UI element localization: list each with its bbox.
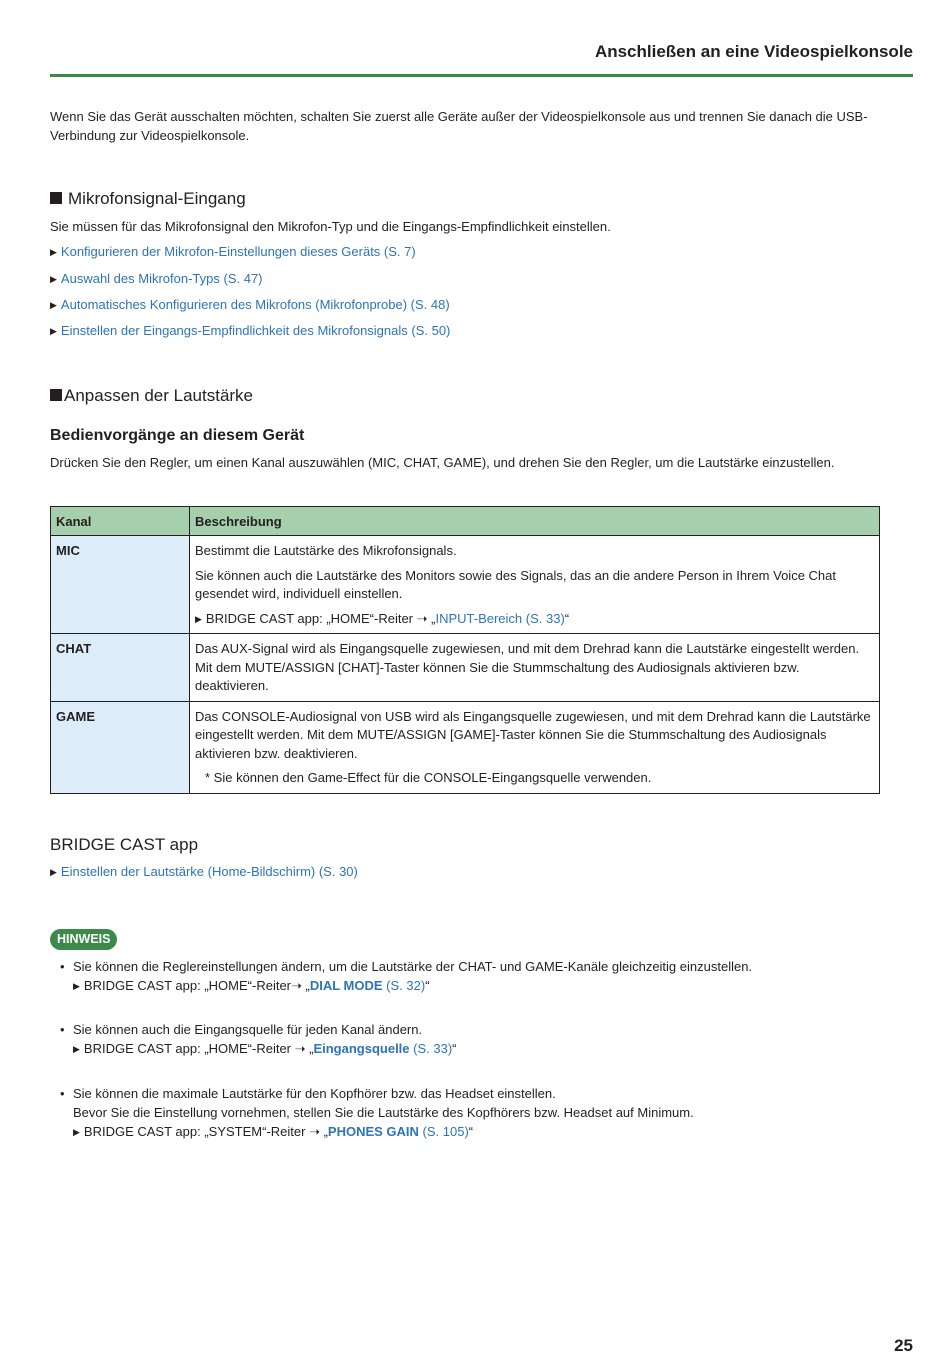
link-text[interactable]: Auswahl des Mikrofon-Typs (S. 47)	[60, 271, 263, 286]
column-header-beschreibung: Beschreibung	[190, 507, 880, 536]
page-number: 25	[894, 1336, 913, 1355]
triangle-right-icon: ▶	[50, 867, 57, 877]
reference-page[interactable]: (S. 105)	[418, 1124, 469, 1139]
app-reference	[73, 1122, 873, 1142]
reference-suffix: “	[452, 1041, 457, 1056]
link-text[interactable]: Automatisches Konfigurieren des Mikrofons (Mikrofonprobe) (S. 48)	[60, 297, 450, 312]
link-text[interactable]: Einstellen der Lautstärke (Home-Bildschirm) (S. 30)	[60, 864, 358, 879]
description-text: Sie können auch die Lautstärke des Monitors sowie des Signals, das an die andere Person in Ihrem Voice Chat gesendet wird, individuell einstellen.	[195, 567, 836, 601]
reference-suffix: “	[425, 978, 430, 993]
reference-suffix: “	[468, 1124, 474, 1139]
channel-name: GAME	[51, 701, 190, 793]
footnote-text: * Sie können den Game-Effect für die CONSOLE-Eingangsquelle verwenden.	[205, 770, 652, 785]
square-bullet-icon	[50, 389, 62, 401]
reference-prefix: BRIDGE CAST app: „HOME“-Reiter ➝ „	[205, 610, 436, 626]
reference-link-bold[interactable]: PHONES GAIN	[327, 1124, 419, 1139]
description-text: Das CONSOLE-Audiosignal von USB wird als Eingangsquelle zugewiesen, und mit dem Drehrad kann die Lautstärke eingestellt werden. Mit dem MUTE/ASSIGN [GAME]-Taster können Sie die Stummschaltung des Audiosignals aktivieren bzw. deaktivieren.	[195, 708, 871, 761]
triangle-right-icon: ▶	[50, 247, 57, 257]
hinweis-text: Sie können die maximale Lautstärke für den Kopfhörer bzw. das Headset einstellen.	[73, 1086, 556, 1101]
link-text[interactable]: Einstellen der Eingangs-Empfindlichkeit des Mikrofonsignals (S. 50)	[60, 323, 451, 338]
reference-suffix: “	[564, 610, 570, 626]
channel-description	[190, 536, 880, 634]
app-reference	[195, 610, 874, 629]
reference-link-bold[interactable]: Eingangsquelle	[313, 1041, 410, 1056]
channel-name: CHAT	[51, 634, 190, 702]
table-row	[51, 701, 880, 793]
reference-link-bold[interactable]: DIAL MODE	[309, 978, 383, 993]
triangle-right-icon: ▶	[50, 274, 57, 284]
hinweis-text: Bevor Sie die Einstellung vornehmen, stellen Sie die Lautstärke des Kopfhörers bzw. Headset auf Minimum.	[73, 1105, 694, 1120]
section-heading-mic	[50, 189, 246, 209]
mic-link-1[interactable]	[50, 243, 416, 261]
app-link[interactable]	[50, 863, 358, 881]
link-text[interactable]: Konfigurieren der Mikrofon-Einstellungen dieses Geräts (S. 7)	[60, 244, 416, 259]
channel-table	[50, 506, 880, 794]
reference-prefix: BRIDGE CAST app: „SYSTEM“-Reiter ➝ „	[83, 1124, 328, 1139]
table-header-row	[51, 507, 880, 536]
bullet-icon: •	[60, 1022, 65, 1037]
section-heading-volume	[50, 386, 253, 406]
reference-page[interactable]: (S. 33)	[409, 1041, 453, 1056]
channel-description	[190, 634, 880, 702]
triangle-right-icon: ▶	[50, 326, 57, 336]
section-heading-mic-label: Mikrofonsignal-Eingang	[68, 189, 246, 208]
column-header-kanal: Kanal	[51, 507, 190, 536]
table-row	[51, 634, 880, 702]
reference-page[interactable]: (S. 32)	[382, 978, 426, 993]
app-reference	[73, 1039, 873, 1059]
mic-link-2[interactable]	[50, 270, 263, 288]
bullet-icon: •	[60, 1086, 65, 1101]
triangle-right-icon: ▶	[73, 1127, 80, 1137]
channel-description	[190, 701, 880, 793]
chapter-title: Anschließen an eine Videospielkonsole	[594, 42, 913, 61]
triangle-right-icon: ▶	[73, 981, 80, 991]
volume-section-text: Drücken Sie den Regler, um einen Kanal auszuwählen (MIC, CHAT, GAME), und drehen Sie den Regler, um die Lautstärke einzustellen.	[50, 455, 835, 470]
description-text: Das AUX-Signal wird als Eingangsquelle zugewiesen, und mit dem Drehrad kann die Lautstärke eingestellt werden. Mit dem MUTE/ASSIGN [CHAT]-Taster können Sie die Stummschaltung des Audiosignals aktivieren bzw. deaktivieren.	[195, 641, 860, 693]
square-bullet-icon	[50, 192, 62, 204]
mic-link-3[interactable]	[50, 296, 450, 314]
subheading-device: Bedienvorgänge an diesem Gerät	[50, 427, 305, 444]
mic-link-4[interactable]	[50, 322, 450, 340]
triangle-right-icon: ▶	[73, 1044, 80, 1054]
reference-prefix: BRIDGE CAST app: „HOME“-Reiter ➝ „	[83, 1041, 314, 1056]
header-rule	[50, 74, 913, 77]
table-row	[51, 536, 880, 634]
reference-prefix: BRIDGE CAST app: „HOME“-Reiter➝ „	[83, 978, 310, 993]
section-heading-app: BRIDGE CAST app	[50, 835, 199, 854]
mic-section-text: Sie müssen für das Mikrofonsignal den Mikrofon-Typ und die Eingangs-Empfindlichkeit einstellen.	[50, 219, 611, 234]
triangle-right-icon: ▶	[50, 300, 57, 310]
channel-name: MIC	[51, 536, 190, 634]
reference-link[interactable]: INPUT-Bereich (S. 33)	[435, 610, 565, 626]
description-text: Bestimmt die Lautstärke des Mikrofonsignals.	[195, 543, 457, 558]
intro-text: Wenn Sie das Gerät ausschalten möchten, schalten Sie zuerst alle Geräte außer der Videospielkonsole aus und trennen Sie danach die USB-Verbindung zur Videospielkonsole.	[50, 109, 868, 143]
hinweis-text: Sie können die Reglereinstellungen ändern, um die Lautstärke der CHAT- und GAME-Kanäle gleichzeitig einzustellen.	[73, 959, 753, 974]
hinweis-badge: HINWEIS	[50, 929, 117, 950]
bullet-icon: •	[60, 959, 65, 974]
section-heading-volume-label: Anpassen der Lautstärke	[64, 386, 254, 405]
app-reference	[73, 976, 873, 996]
hinweis-text: Sie können auch die Eingangsquelle für jeden Kanal ändern.	[73, 1022, 423, 1037]
triangle-right-icon: ▶	[195, 613, 202, 624]
